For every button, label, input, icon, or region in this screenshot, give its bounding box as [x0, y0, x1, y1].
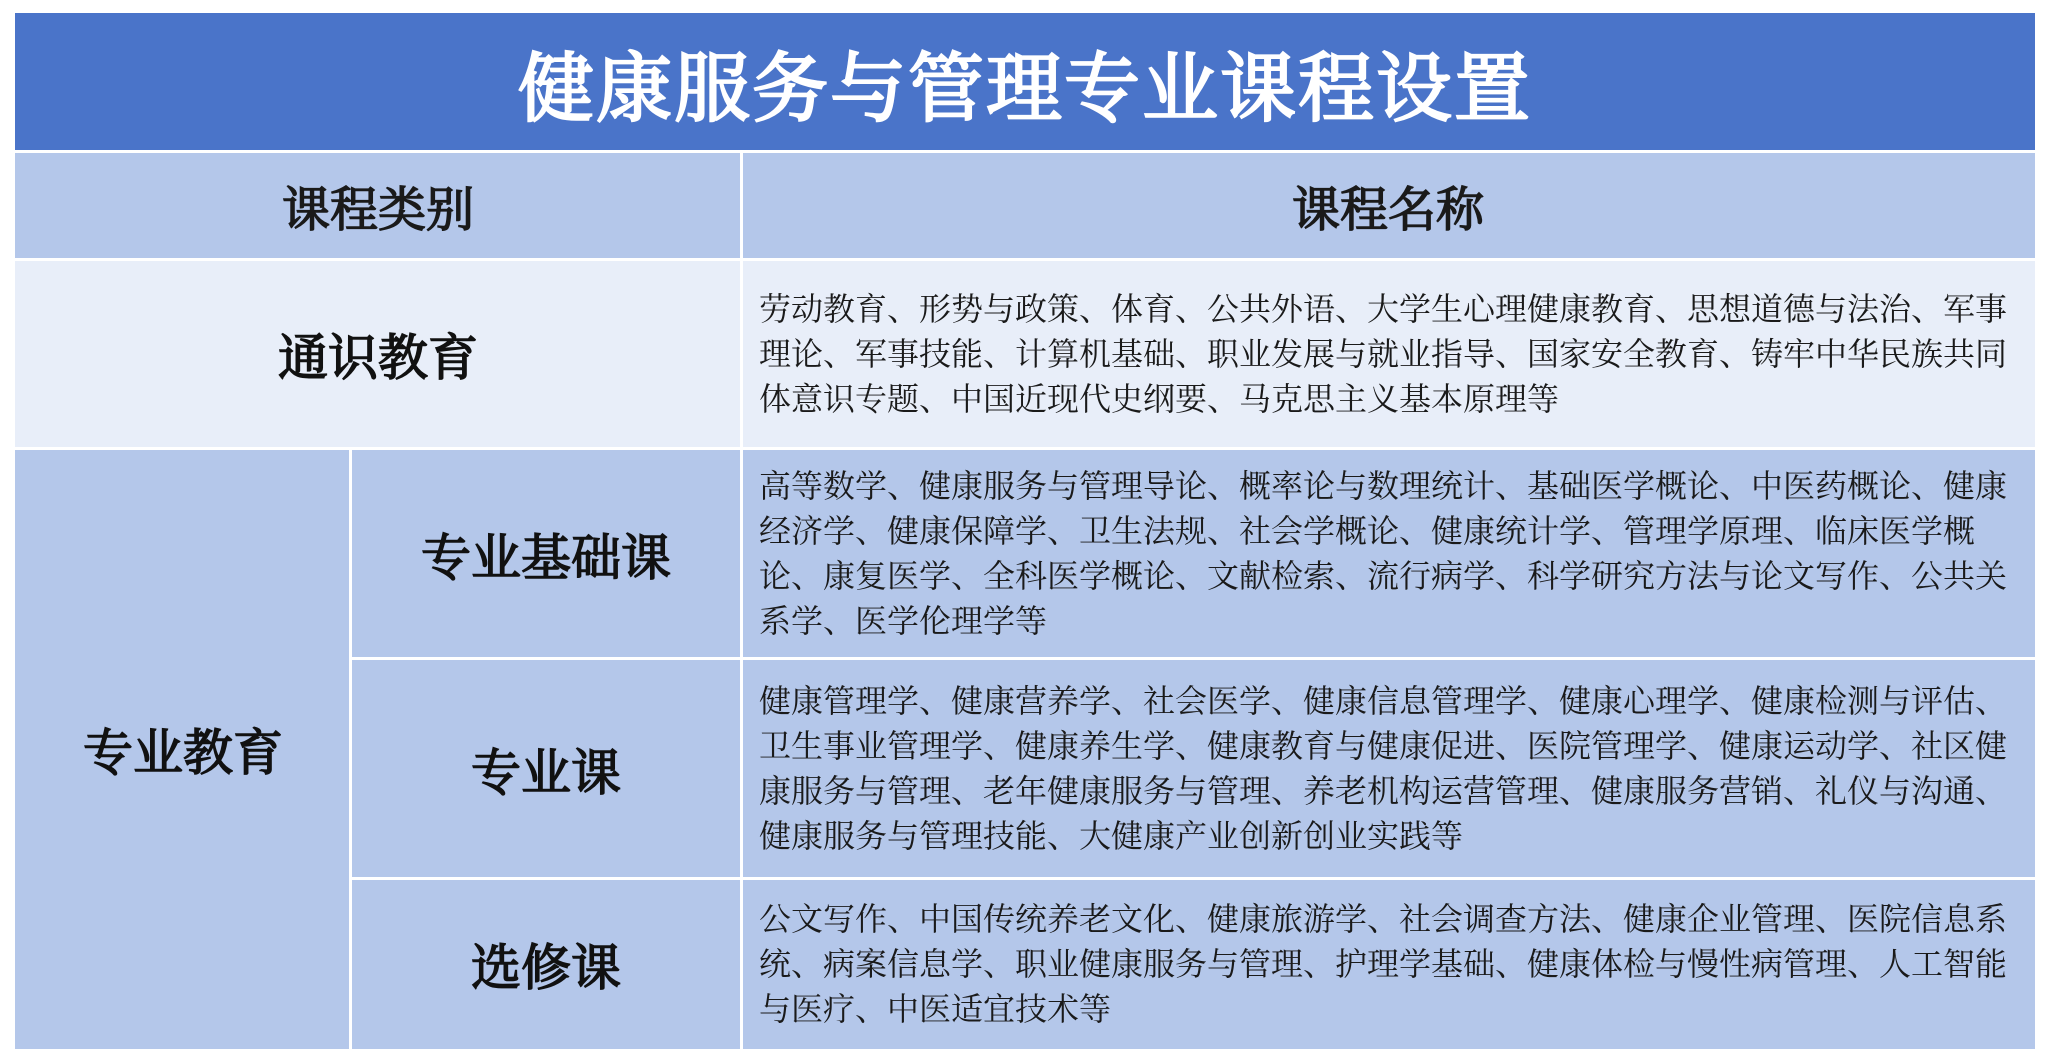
- header-course-name: 课程名称: [741, 151, 2035, 259]
- divider: [349, 449, 352, 1049]
- divider: [15, 150, 2035, 153]
- header-category: 课程类别: [15, 151, 741, 259]
- divider: [351, 657, 2035, 660]
- divider: [351, 877, 2035, 880]
- title-bar: [15, 13, 2035, 151]
- courses-general-education: 劳动教育、形势与政策、体育、公共外语、大学生心理健康教育、思想道德与法治、军事理论、军事技能、计算机基础、职业发展与就业指导、国家安全教育、铸牢中华民族共同体意识专题、中国近现代史纲要、马克思主义基本原理等: [741, 259, 2035, 449]
- courses-foundation: 高等数学、健康服务与管理导论、概率论与数理统计、基础医学概论、中医药概论、健康经济学、健康保障学、卫生法规、社会学概论、健康统计学、管理学原理、临床医学概论、康复医学、全科医学概论、文献检索、流行病学、科学研究方法与论文写作、公共关系学、医学伦理学等: [741, 449, 2035, 659]
- subcategory-elective: 选修课: [351, 879, 741, 1049]
- subcategory-foundation: 专业基础课: [351, 449, 741, 659]
- divider: [740, 151, 743, 1049]
- divider: [15, 447, 2035, 450]
- courses-major: 健康管理学、健康营养学、社会医学、健康信息管理学、健康心理学、健康检测与评估、卫生事业管理学、健康养生学、健康教育与健康促进、医院管理学、健康运动学、社区健康服务与管理、老年健康服务与管理、养老机构运营管理、健康服务营销、礼仪与沟通、健康服务与管理技能、大健康产业创新创业实践等: [741, 659, 2035, 879]
- page-title: 健康服务与管理专业课程设置: [518, 43, 1532, 133]
- category-professional-education: 专业教育: [15, 449, 351, 1049]
- category-general-education: 通识教育: [15, 259, 741, 449]
- courses-elective: 公文写作、中国传统养老文化、健康旅游学、社会调查方法、健康企业管理、医院信息系统、病案信息学、职业健康服务与管理、护理学基础、健康体检与慢性病管理、人工智能与医疗、中医适宜技术等: [741, 879, 2035, 1049]
- subcategory-major: 专业课: [351, 659, 741, 879]
- divider: [15, 258, 2035, 261]
- course-table: [15, 13, 2035, 1049]
